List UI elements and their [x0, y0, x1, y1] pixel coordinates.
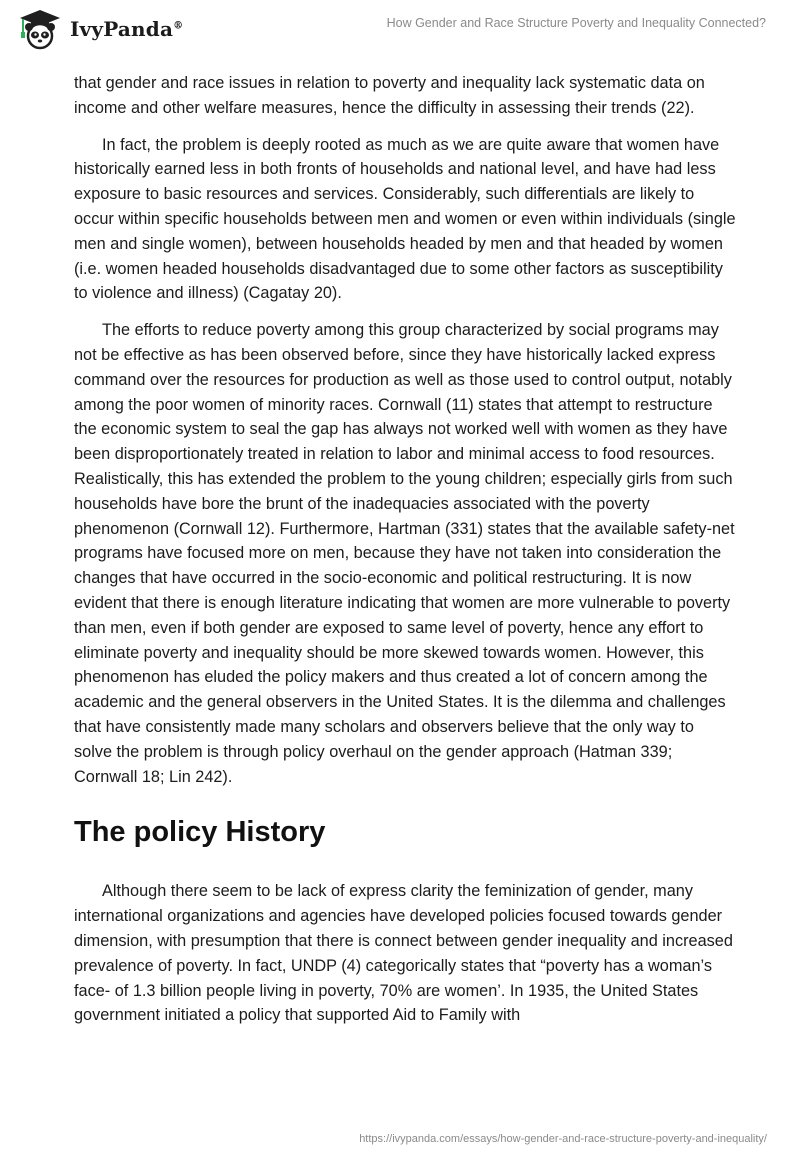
paragraph: Although there seem to be lack of express clarity the feminization of gender, many international organizations and agencies have developed policies focused towards gender dimension, with presumption that there is connect between gender inequality and increased prevalence of poverty. In fact, UNDP (4) categorically states that “poverty has a woman’s face- of 1.3 billion people living in poverty, 70% are women’. In 1935, the United States government initiated a policy that supported Aid to Family with — [74, 882, 733, 1025]
document-title: How Gender and Race Structure Poverty and Inequality Connected? — [386, 16, 766, 30]
section-heading: The policy History — [74, 816, 326, 849]
brand-name: IvyPanda® — [70, 17, 184, 41]
source-url[interactable]: https://ivypanda.com/essays/how-gender-and-race-structure-poverty-and-inequality/ — [359, 1133, 767, 1145]
essay-body — [74, 71, 736, 1040]
page-header — [0, 0, 800, 70]
paragraph: In fact, the problem is deeply rooted as much as we are quite aware that women have historically earned less in both fronts of households and national level, and have had less exposure to basic resources and services. Considerably, such differentials are likely to occur within specific households between men and women or even within individuals (single men and single women), between households headed by men and that headed by women (i.e. women headed households disadvantaged due to some other factors as susceptibility to violence and illness) (Cagatay 20). — [74, 135, 736, 303]
paragraph: that gender and race issues in relation to poverty and inequality lack systematic data on income and other welfare measures, hence the difficulty in assessing their trends (22). — [74, 74, 705, 117]
paragraph: The efforts to reduce poverty among this group characterized by social programs may not be effective as has been observed before, since they have historically lacked express command over the resources for production as well as those used to control output, notably among the poor women of minority races. Cornwall (11) states that attempt to restructure the economic system to seal the gap has always not worked well with women as they have been disproportionately treated in relation to labor and minimal access to food resources. Realistically, this has extended the problem to the young children; especially girls from such households have bore the brunt of the inadequacies associated with the poverty phenomenon (Cornwall 12). Furthermore, Hartman (331) states that the available safety-net programs have focused more on men, because they have not taken into consideration the changes that have occurred in the socio-economic and political restructuring. It is now evident that there is enough literature indicating that women are more vulnerable to poverty than men, even if both gender are exposed to same level of poverty, hence any effort to eliminate poverty and inequality should be more skewed towards women. However, this phenomenon has eluded the policy makers and thus created a lot of concern among the academic and the general observers in the United States. It is the dilemma and challenges that have consistently made many scholars and observers believe that the only way to solve the problem is through policy overhaul on the gender approach (Hatman 339; Cornwall 18; Lin 242). — [74, 321, 735, 786]
brand-logo[interactable] — [16, 8, 183, 50]
panda-graduate-icon — [16, 8, 64, 50]
